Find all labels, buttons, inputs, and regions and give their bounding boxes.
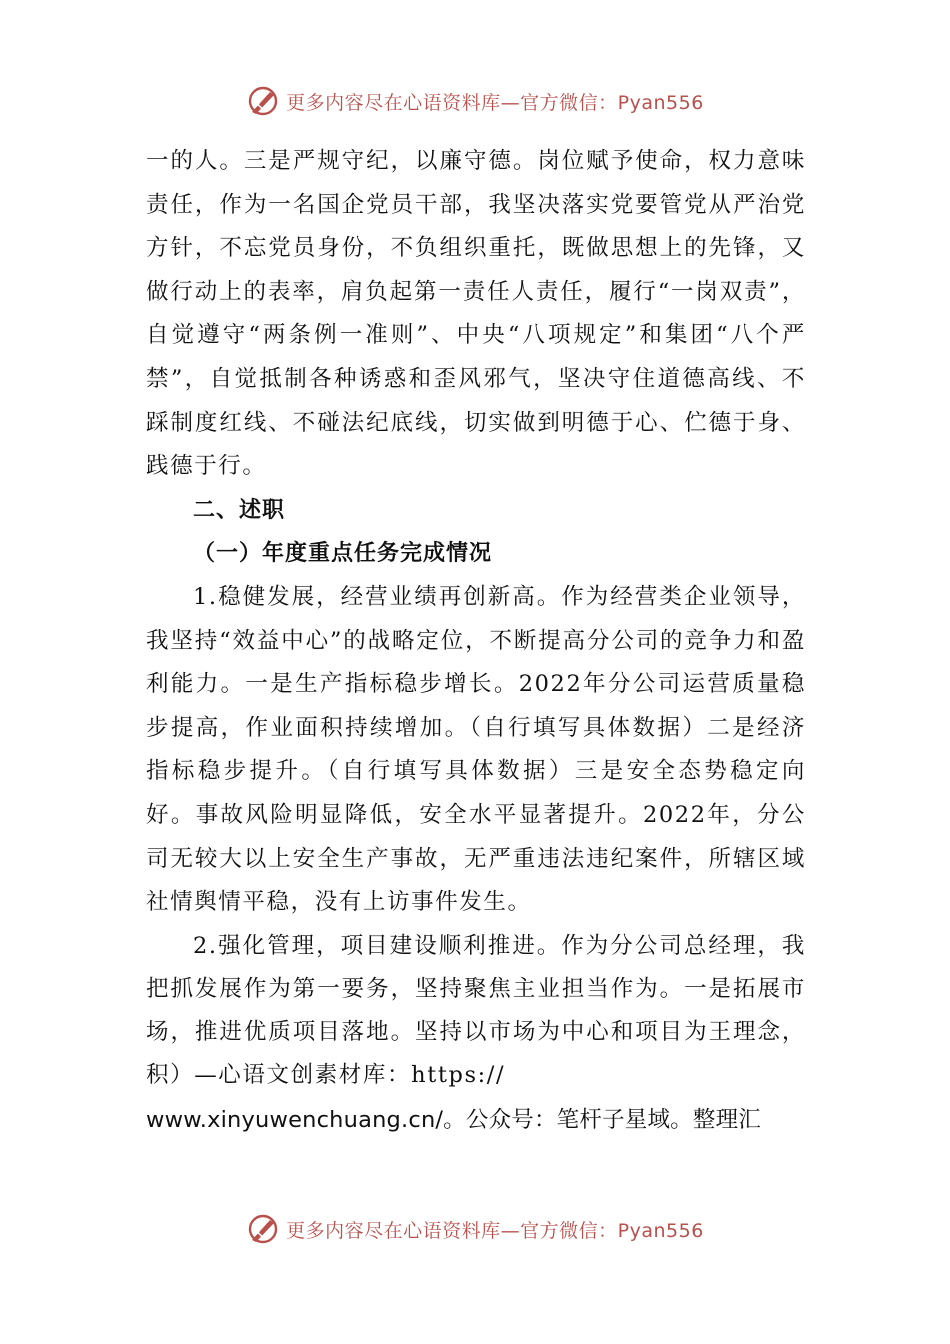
document-body [146, 140, 806, 1143]
paragraph-integrity: 一的人。三是严规守纪，以廉守德。岗位赋予使命，权力意味责任，作为一名国企党员干部，我坚决落实党要管党从严治党方针，不忘党员身份，不负组织重托，既做思想上的先锋，又做行动上的表率，肩负起第一责任人责任，履行“一岗双责”，自觉遵守“两条例一准则”、中央“八项规定”和集团“八个严禁”，自觉抵制各种诱惑和歪风邪气，坚决守住道德高线、不踩制度红线、不碰法纪底线，切实做到明德于心、伫德于身、践德于行。 [146, 148, 806, 480]
paragraph-website-line: www.xinyuwenchuang.cn/。公众号：笔杆子星域。整理汇 [146, 1106, 761, 1133]
paragraph-project-management: 2.强化管理，项目建设顺利推进。作为分公司总经理，我把抓发展作为第一要务，坚持聚焦主业担当作为。一是拓展市场，推进优质项目落地。坚持以市场为中心和项目为王理念，积）—心语文创素材库：https:// [146, 932, 806, 1088]
watermark-text: 更多内容尽在心语资料库—官方微信：Pyan556 [286, 91, 704, 114]
subsection-heading-key-tasks: （一）年度重点任务完成情况 [193, 541, 493, 567]
pen-circle-logo-icon [246, 84, 280, 118]
watermark-text: 更多内容尽在心语资料库—官方微信：Pyan556 [286, 1219, 704, 1242]
footer-watermark-banner [0, 1212, 950, 1246]
paragraph-steady-development: 1.稳健发展，经营业绩再创新高。作为经营类企业领导，我坚持“效益中心”的战略定位，不断提高分公司的竞争力和盈利能力。一是生产指标稳步增长。2022年分公司运营质量稳步提高，作业面积持续增加。（自行填写具体数据）二是经济指标稳步提升。（自行填写具体数据）三是安全态势稳定向好。事故风险明显降低，安全水平显著提升。2022年，分公司无较大以上安全生产事故，无严重违法违纪案件，所辖区域社情舆情平稳，没有上访事件发生。 [146, 583, 806, 916]
section-heading-duty-report: 二、述职 [193, 497, 286, 523]
pen-circle-logo-icon [246, 1212, 280, 1246]
header-watermark-banner [0, 84, 950, 118]
